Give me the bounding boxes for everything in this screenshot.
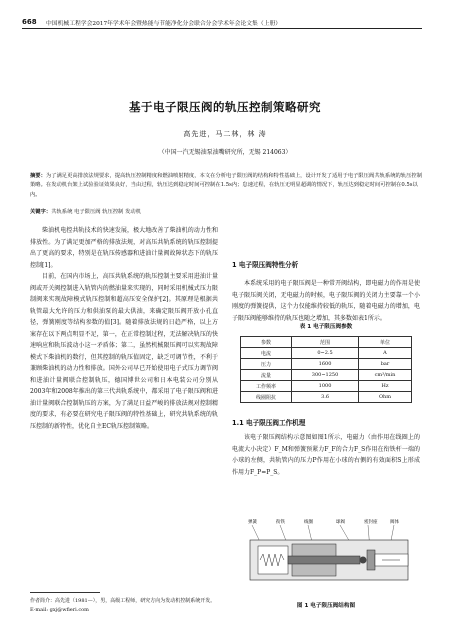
- table-1: [240, 336, 412, 403]
- authors: 高先进，马二林，林 涛: [183, 130, 267, 138]
- table-row: [241, 381, 412, 392]
- intro-paragraph-2: 目前，在国内市场上，高压共轨系统的轨压控制主要采用进油计量阀或开关阀控制进入轨管内的燃油量来实现的，同时采用机械式压力限制阀来实现故障模式轨压控制和超高压安全保护[2]。其原理是根据共轨管最大允许的压力和供油泵的最大供油，来确定限压阀开放小孔直径，弹簧刚度等结构参数的值[3]。随着排放法规的日趋严格，以上方案存在以下两点明显不足，第一，在正常控制过程，无法解决轨压的快速响应和轨压波动小这一矛盾体；第二，虽然机械限压阀可以实现故障模式下柴油机的数行，但其控制的轨压值固定，缺乏可调节性，不利于兼顾柴油机的动力性和排放。国外公司早已开始使用电子式压力调节阀和进油计量阀联合控制轨压，德国博世公司和日本电装公司分别从2003年和2008年推出的第三代共轨系统中，都采用了电子限压阀和进油计量阀联合控制轨压的方案，为了满足日益严峻的排放法规对控制精度的要求，有必要在研究电子限压阀的特性基础上，研究共轨系统的轨压控制的新特性，优化自主EC轨压控制策略。: [30, 273, 218, 430]
- table-cell: 3.6: [292, 392, 359, 403]
- table-cell: 0~2.5: [292, 348, 359, 359]
- table-row: [241, 348, 412, 359]
- header-rule: [22, 28, 422, 29]
- valve-structure-diagram: [240, 516, 420, 596]
- table-1-caption: 表 1 电子限压阀参数: [299, 324, 353, 330]
- table-cell: 电流: [241, 348, 292, 359]
- table-cell: cm³/min: [358, 370, 411, 381]
- ball-valve-shape: [360, 557, 367, 564]
- figure-label: 线圈: [304, 520, 313, 525]
- figure-1-caption: 图 1 电子限压阀结构图: [296, 603, 356, 609]
- table-cell: 1600: [292, 359, 359, 370]
- abstract-label: 摘要：: [30, 173, 46, 179]
- affiliation: （中国一汽无锡油泵油嘴研究所，无锡 214063）: [158, 149, 292, 156]
- figure-label: 阀体: [390, 520, 399, 525]
- table-header-cell: 单位: [358, 337, 411, 348]
- armature-shape: [288, 556, 360, 564]
- table-header-cell: 参数: [241, 337, 292, 348]
- table-cell: 压力: [241, 359, 292, 370]
- section-1-heading: 1 电子限压阀特性分析: [232, 261, 299, 269]
- figure-label: 球阀: [336, 520, 345, 525]
- table-cell: 300~1250: [292, 370, 359, 381]
- spring-cavity-shape: [258, 546, 288, 574]
- table-cell: 1000: [292, 381, 359, 392]
- table-header-cell: 范围: [292, 337, 359, 348]
- table-cell: bar: [358, 359, 411, 370]
- table-cell: Ohm: [358, 392, 411, 403]
- left-column: [30, 225, 218, 432]
- figure-label: 衔铁: [276, 520, 285, 525]
- keywords-label: 关键字：: [30, 209, 52, 215]
- abstract: [30, 172, 422, 200]
- footnote-author-bio: 作者简介：高先进（1981—），男，高级工程师，研究方向为发动机控制系统开发。: [30, 598, 216, 604]
- section-1-1-body: [232, 432, 420, 478]
- section-1-1-paragraph: 该电子限压阀结构示意图如图1所示，电磁力（由作用在线圈上的电流大小决定）F_M和弹簧预紧力F_F的合力F_S作用在衔铁杆一端的小球的左侧，共轨管内的压力P作用在小球的右侧的有效面积S上形成作用力F_P=P_S。: [232, 434, 420, 476]
- page-number: 668: [22, 18, 37, 26]
- table-cell: Hz: [358, 381, 411, 392]
- table-row: [241, 359, 412, 370]
- section-1-paragraph: 本系统采用的电子限压阀是一种常开阀结构，即电磁力的作用是使电子限压阀关闭，无电磁力的时候，电子限压阀的关闭力主要靠一个小刚度的弹簧提供，这个力仅能维持较低的轨压，随着电磁力的增加，电子限压阀能够维持的轨压也随之增加，其多数如表1所示。: [232, 280, 420, 322]
- table-cell: 工作频率: [241, 381, 292, 392]
- keywords: [30, 207, 422, 215]
- figure-label: 密封座: [364, 520, 378, 525]
- paper-title: 基于电子限压阀的轨压控制策略研究: [129, 100, 321, 114]
- footnote: [30, 597, 218, 614]
- table-row: [241, 392, 412, 403]
- journal-name: 中国机械工程学会2017年学术年会暨热能与节能净化分会联合分会学术年会论文集（上册）: [46, 21, 282, 27]
- footnote-email: E-mail: gxj@wfieri.com: [30, 606, 89, 613]
- table-row: [241, 370, 412, 381]
- table-header-row: [241, 337, 412, 348]
- table-cell: 流量: [241, 370, 292, 381]
- abstract-text: 为了满足更高排放法规要求，提高轨压控制精度和燃油喷射精度，本文在分析电子限压阀的结构和特性基础上，设计开发了适用于电子限压阀共轨系统的轨压控制策略。在发动机台架上试验验证效果良好，当由过程，轨压达到稳定时间可控制在1.5s内；怠速过程，在轨压无明显超调的情况下，轨压达到稳定时间可控制在0.5s以内。: [30, 173, 422, 198]
- keywords-text: 共轨系统 电子限压阀 轨压控制 发动机: [51, 209, 142, 215]
- figure-label: 弹簧: [248, 520, 257, 525]
- seal-seat-shape: [367, 550, 375, 570]
- intro-paragraph-1: 柴油机电控共轨技术的快速发展，极大地改善了柴油机的动力性和排放性。为了满足更加严格的排放法规，对高压共轨系统的轨压控制提出了更高的要求，特别是在轨压传感器和进油计量阀故障状态下的轨压控制[1]。: [30, 227, 218, 269]
- table-cell: A: [358, 348, 411, 359]
- section-1-body: [232, 278, 420, 324]
- running-header: [22, 17, 422, 33]
- section-1-1-heading: 1.1 电子限压阀工作机理: [232, 419, 306, 427]
- footnote-rule: [30, 592, 100, 593]
- table-cell: 线圈阻抗: [241, 392, 292, 403]
